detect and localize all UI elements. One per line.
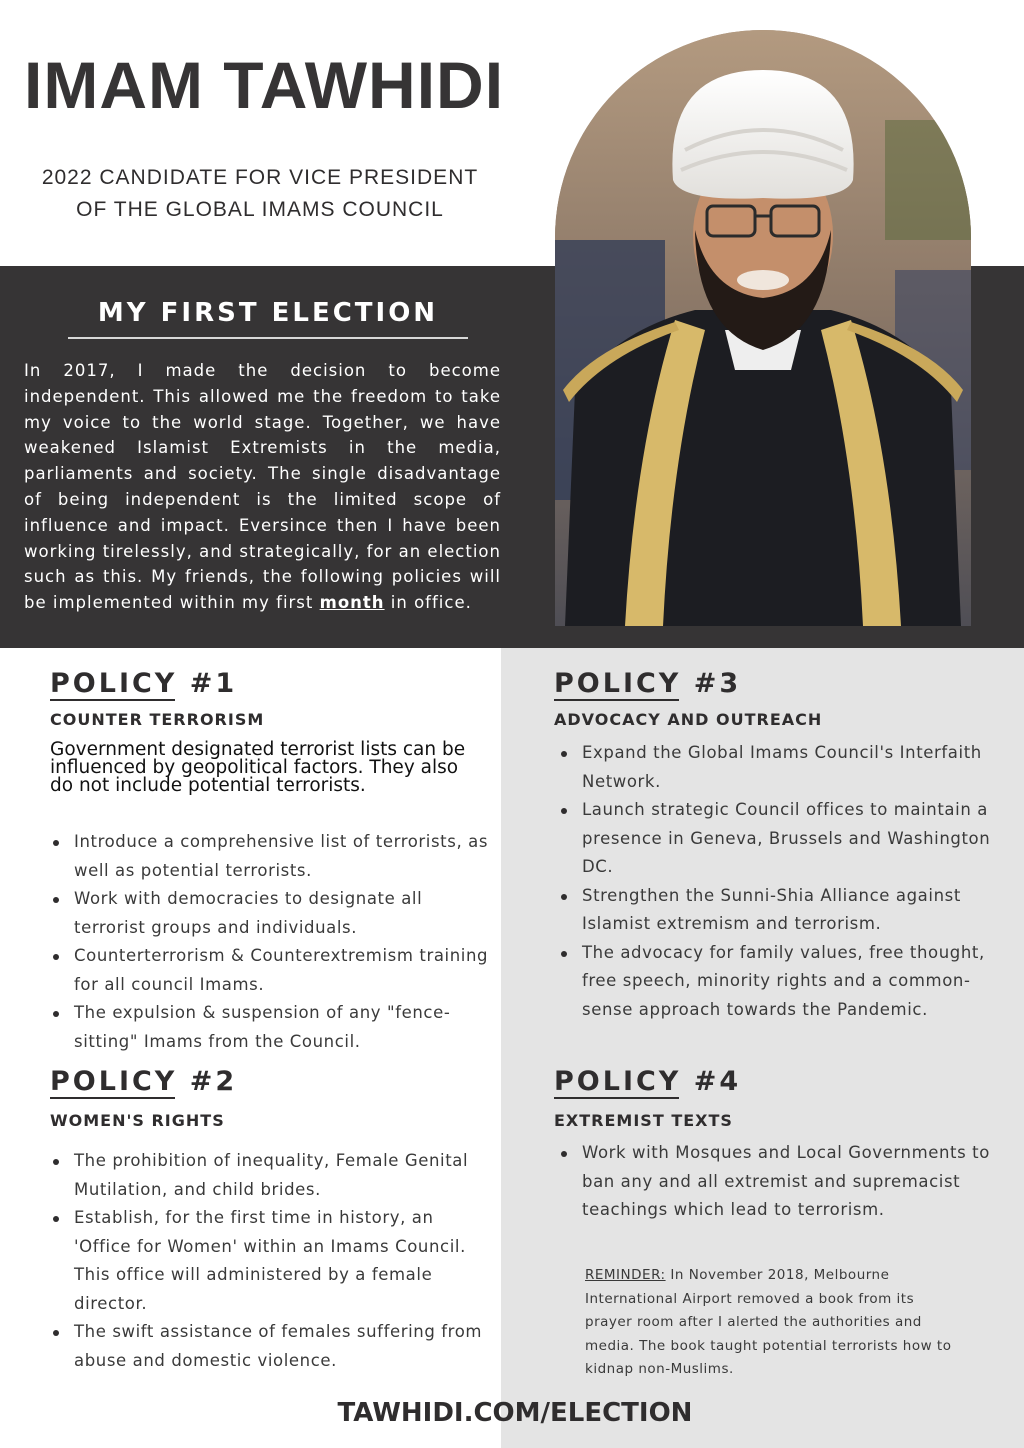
policy-2-subtitle: WOMEN'S RIGHTS	[50, 1111, 225, 1130]
list-item: Expand the Global Imams Council's Interfaith Network.	[558, 739, 1008, 796]
election-intro	[24, 358, 501, 616]
reminder-note	[585, 1264, 965, 1382]
candidate-portrait	[555, 30, 971, 626]
subtitle-line-1: 2022 CANDIDATE FOR VICE PRESIDENT	[41, 166, 479, 189]
list-item: Introduce a comprehensive list of terrorists, as well as potential terrorists.	[50, 828, 495, 885]
election-website: TAWHIDI.COM/ELECTION	[337, 1398, 693, 1428]
list-item: The swift assistance of females suffering from abuse and domestic violence.	[50, 1318, 495, 1375]
policy-2-title: POLICY #2	[50, 1066, 238, 1097]
election-heading-rule	[68, 337, 468, 339]
policy-1-title: POLICY #1	[50, 668, 238, 699]
reminder-label: REMINDER:	[585, 1267, 666, 1283]
policy-1-subtitle: COUNTER TERRORISM	[50, 710, 265, 729]
list-item: Counterterrorism & Counterextremism training for all council Imams.	[50, 942, 495, 999]
policy-3-rule	[554, 699, 679, 701]
policy-2-list	[50, 1147, 495, 1375]
list-item: Launch strategic Council offices to maintain a presence in Geneva, Brussels and Washington DC.	[558, 796, 1008, 882]
list-item: The expulsion & suspension of any "fence-sitting" Imams from the Council.	[50, 999, 495, 1056]
list-item: Work with Mosques and Local Governments to ban any and all extremist and supremacist teachings which lead to terrorism.	[558, 1139, 1008, 1225]
policy-4-rule	[554, 1097, 679, 1099]
policy-3-subtitle: ADVOCACY AND OUTREACH	[554, 710, 823, 729]
intro-end: in office.	[384, 593, 472, 613]
policy-3-list	[558, 739, 1008, 1024]
intro-highlight: month	[319, 593, 385, 613]
policy-1-list	[50, 828, 495, 1056]
policy-3-title: POLICY #3	[554, 668, 742, 699]
intro-text: In 2017, I made the decision to become independent. This allowed me the freedom to take my voice to the world stage. Together, we have weakened Islamist Extremists in the media, parliaments and society. The single disadvantage of being independent is the limited scope of influence and impact. Eversince then I have been working tirelessly, and strategically, for an election such as this. My friends, the following policies will be implemented within my first	[24, 361, 501, 613]
election-heading: MY FIRST ELECTION	[97, 298, 439, 328]
list-item: The prohibition of inequality, Female Genital Mutilation, and child brides.	[50, 1147, 495, 1204]
policy-2-rule	[50, 1097, 175, 1099]
candidate-subtitle	[20, 162, 500, 226]
policy-4-subtitle: EXTREMIST TEXTS	[554, 1111, 733, 1130]
portrait-illustration	[555, 30, 971, 626]
list-item: Establish, for the first time in history, an 'Office for Women' within an Imams Council. This office will administered by a female director.	[50, 1204, 495, 1318]
reminder-text: In November 2018, Melbourne International Airport removed a book from its prayer room after I alerted the authorities and media. The book taught potential terrorists how to kidnap non-Muslims.	[585, 1267, 952, 1377]
policy-1-intro: Government designated terrorist lists can be influenced by geopolitical factors. They also do not include potential terrorists.	[50, 739, 466, 796]
list-item: The advocacy for family values, free thought, free speech, minority rights and a common-sense approach towards the Pandemic.	[558, 939, 1008, 1025]
policy-4-list	[558, 1139, 1008, 1225]
subtitle-line-2: OF THE GLOBAL IMAMS COUNCIL	[76, 198, 444, 221]
list-item: Strengthen the Sunni-Shia Alliance against Islamist extremism and terrorism.	[558, 882, 1008, 939]
candidate-name: IMAM TAWHIDI	[24, 48, 505, 122]
policy-1-rule	[50, 699, 175, 701]
list-item: Work with democracies to designate all terrorist groups and individuals.	[50, 885, 495, 942]
policy-4-title: POLICY #4	[554, 1066, 742, 1097]
